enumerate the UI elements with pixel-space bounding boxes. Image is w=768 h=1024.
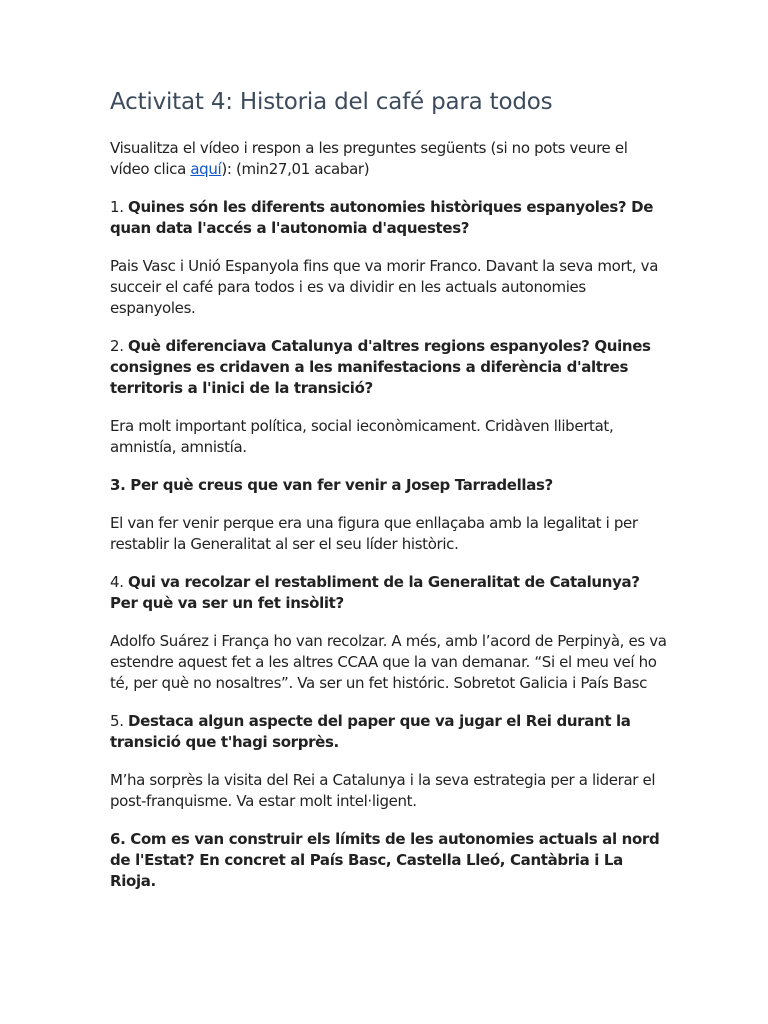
answer-2: Era molt important política, social ieconòmicament. Cridàven llibertat, amnistía, amnistía. [110,417,614,456]
video-link[interactable]: aquí [190,160,222,178]
question-3 [110,475,668,496]
question-text: Què diferenciava Catalunya d'altres regions espanyoles? Quines consignes es cridaven a les manifestacions a diferència d'altres territoris a l'inici de la transició? [110,337,651,397]
question-number: 1. [110,198,124,216]
answer-4: Adolfo Suárez i França ho van recolzar. A més, amb l’acord de Perpinyà, es va estendre aquest fet a les altres CCAA que la van demanar. “Si el meu veí ho té, per què no nosaltres”. Va ser un fet históric. Sobretot Galicia i País Basc [110,632,667,692]
intro-text-end: ): (min27,01 acabar) [221,160,370,178]
question-text: Qui va recolzar el restabliment de la Generalitat de Catalunya? Per què va ser un fet insòlit? [110,573,640,612]
question-text: Quines són les diferents autonomies històriques espanyoles? De quan data l'accés a l'autonomia d'aquestes? [110,198,654,237]
question-text: 3. Per què creus que van fer venir a Josep Tarradellas? [110,476,553,494]
question-number: 4. [110,573,124,591]
question-2 [110,336,668,399]
answer-5: M’ha sorprès la visita del Rei a Catalunya i la seva estrategia per a liderar el post-franquisme. Va estar molt intel·ligent. [110,771,656,810]
answer-1: Pais Vasc i Unió Espanyola fins que va morir Franco. Davant la seva mort, va succeir el café para todos i es va dividir en les actuals autonomies espanyoles. [110,257,659,317]
question-text: 6. Com es van construir els límits de les autonomies actuals al nord de l'Estat? En concret al País Basc, Castella Lleó, Cantàbria i La Rioja. [110,830,660,890]
question-6 [110,829,668,892]
intro-paragraph [110,138,668,180]
intro-text: Visualitza el vídeo i respon a les preguntes següents (si no pots veure el vídeo clica [110,139,628,178]
question-number: 2. [110,337,124,355]
question-1 [110,197,668,239]
question-number: 5. [110,712,124,730]
question-5 [110,711,668,753]
question-text: Destaca algun aspecte del paper que va jugar el Rei durant la transició que t'hagi sorprès. [110,712,631,751]
page-title: Activitat 4: Historia del café para todos [110,89,553,115]
answer-3: El van fer venir perque era una figura que enllaçaba amb la legalitat i per restablir la Generalitat al ser el seu líder històric. [110,514,638,553]
question-4 [110,572,668,614]
